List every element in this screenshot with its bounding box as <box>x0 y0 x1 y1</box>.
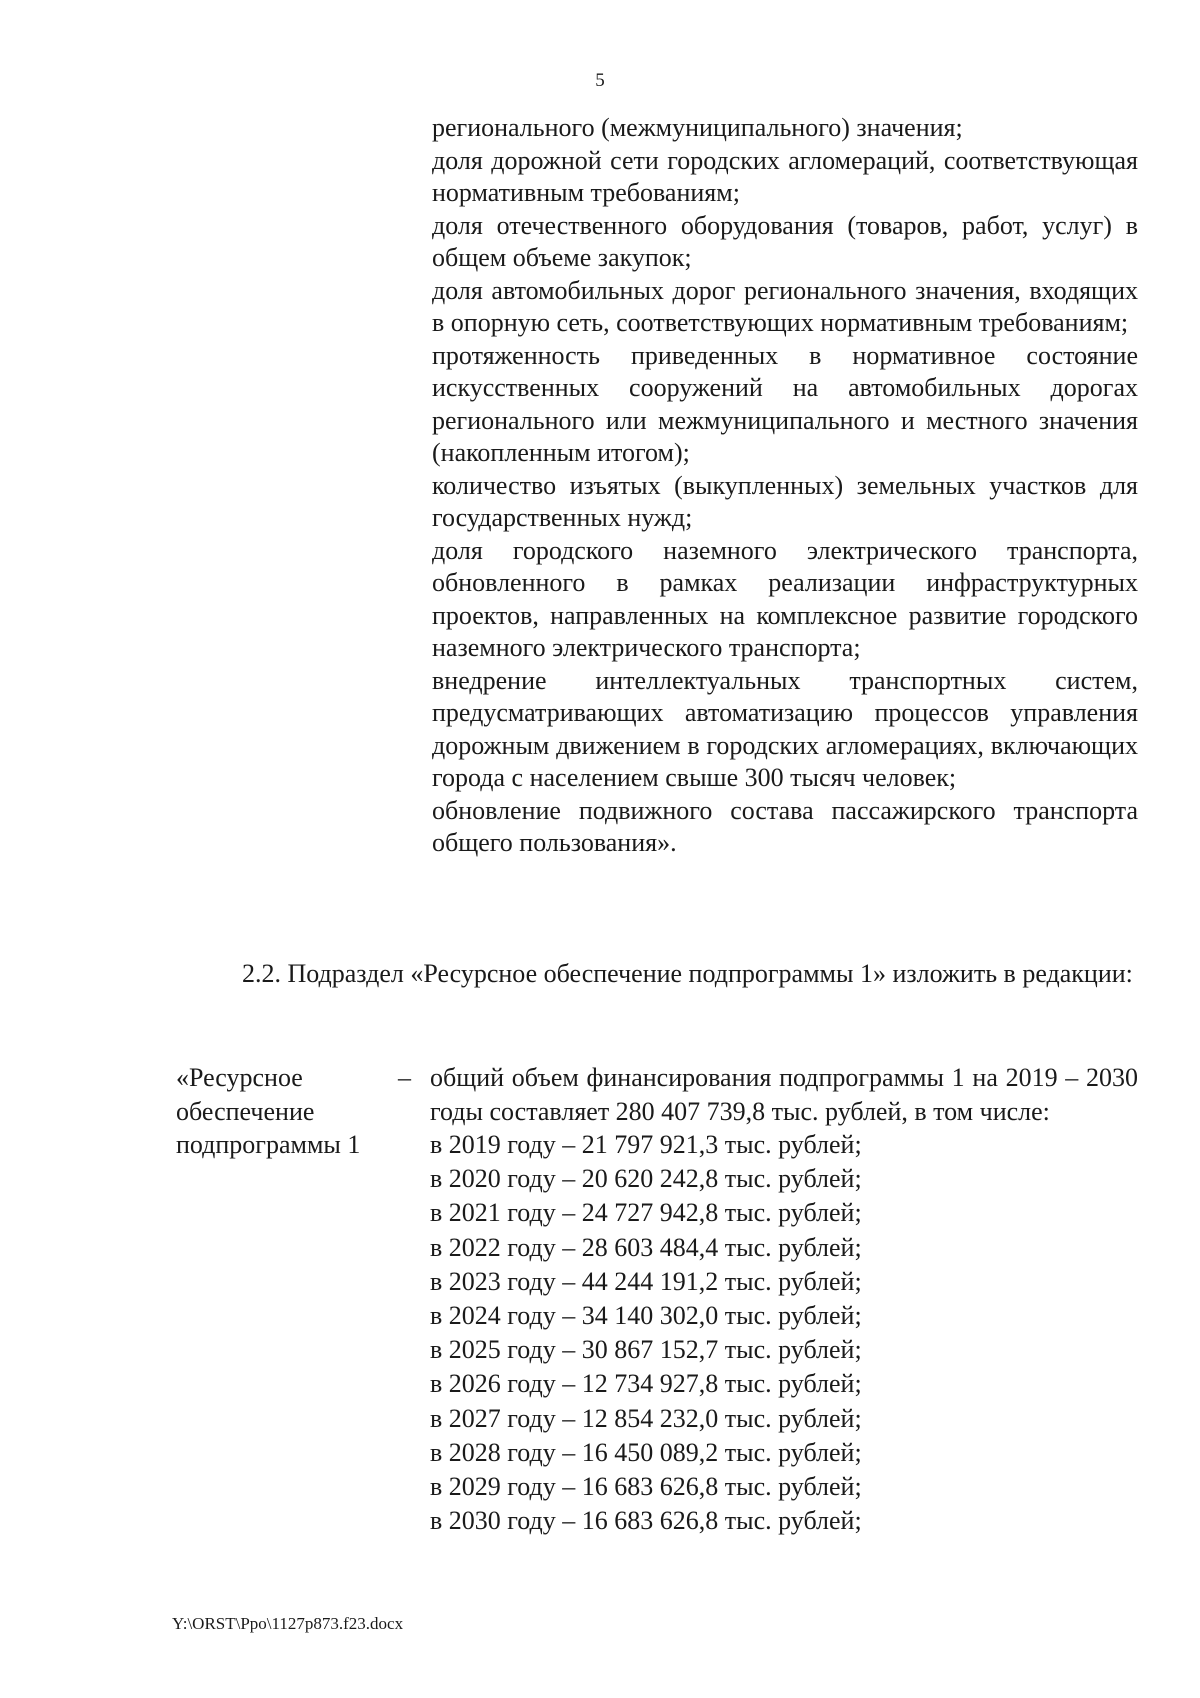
funding-year-line: в 2028 году – 16 450 089,2 тыс. рублей; <box>430 1437 862 1467</box>
resource-label: «Ресурсное обеспечение подпрограммы 1 <box>176 1063 361 1159</box>
resource-dash: – <box>398 1063 411 1092</box>
page-number: 5 <box>595 70 605 91</box>
indicator-item: доля дорожной сети городских агломераций, соответствующая нормативным требованиям; <box>432 145 1138 207</box>
funding-year-line: в 2022 году – 28 603 484,4 тыс. рублей; <box>430 1232 862 1262</box>
funding-year-line: в 2026 году – 12 734 927,8 тыс. рублей; <box>430 1369 862 1399</box>
funding-year-line: в 2024 году – 34 140 302,0 тыс. рублей; <box>430 1301 862 1331</box>
funding-year-line: в 2021 году – 24 727 942,8 тыс. рублей; <box>430 1198 862 1228</box>
funding-year-line: в 2023 году – 44 244 191,2 тыс. рублей; <box>430 1266 862 1296</box>
funding-year-line: в 2025 году – 30 867 152,7 тыс. рублей; <box>430 1335 862 1365</box>
indicator-item: доля городского наземного электрического транспорта, обновленного в рамках реализации инфраструктурных проектов, направленных на комплексное развитие городского наземного электрического транспорта; <box>432 535 1138 662</box>
funding-year-line: в 2019 году – 21 797 921,3 тыс. рублей; <box>430 1130 862 1159</box>
indicator-item: доля автомобильных дорог регионального значения, входящих в опорную сеть, соответствующих нормативным требованиям; <box>432 275 1138 337</box>
section-heading: 2.2. Подраздел «Ресурсное обеспечение подпрограммы 1» изложить в редакции: <box>242 959 1133 988</box>
indicator-item: внедрение интеллектуальных транспортных систем, предусматривающих автоматизацию процессов управления дорожным движением в городских агломерациях, включающих города с населением свыше 300 тысяч человек; <box>432 665 1138 792</box>
resource-body <box>430 1061 1138 1538</box>
indicator-item: количество изъятых (выкупленных) земельных участков для государственных нужд; <box>432 470 1138 532</box>
indicator-item: регионального (межмуниципального) значения; <box>432 113 963 142</box>
indicator-list <box>432 112 1138 860</box>
funding-year-line: в 2020 году – 20 620 242,8 тыс. рублей; <box>430 1164 862 1194</box>
footer-file-path: Y:\ORST\Ppo\1127p873.f23.docx <box>172 1614 404 1633</box>
indicator-item: обновление подвижного состава пассажирского транспорта общего пользования». <box>432 795 1138 857</box>
indicator-item: протяженность приведенных в нормативное состояние искусственных сооружений на автомобильных дорогах регионального или межмуниципального и местного значения (накопленным итогом); <box>432 340 1138 467</box>
funding-year-line: в 2027 году – 12 854 232,0 тыс. рублей; <box>430 1403 862 1433</box>
indicator-item: доля отечественного оборудования (товаров, работ, услуг) в общем объеме закупок; <box>432 210 1138 272</box>
funding-year-line: в 2029 году – 16 683 626,8 тыс. рублей; <box>430 1472 862 1502</box>
funding-year-line: в 2030 году – 16 683 626,8 тыс. рублей; <box>430 1506 862 1536</box>
resource-intro: общий объем финансирования подпрограммы 1 на 2019 – 2030 годы составляет 280 407 739,8 тыс. рублей, в том числе: <box>430 1063 1138 1126</box>
